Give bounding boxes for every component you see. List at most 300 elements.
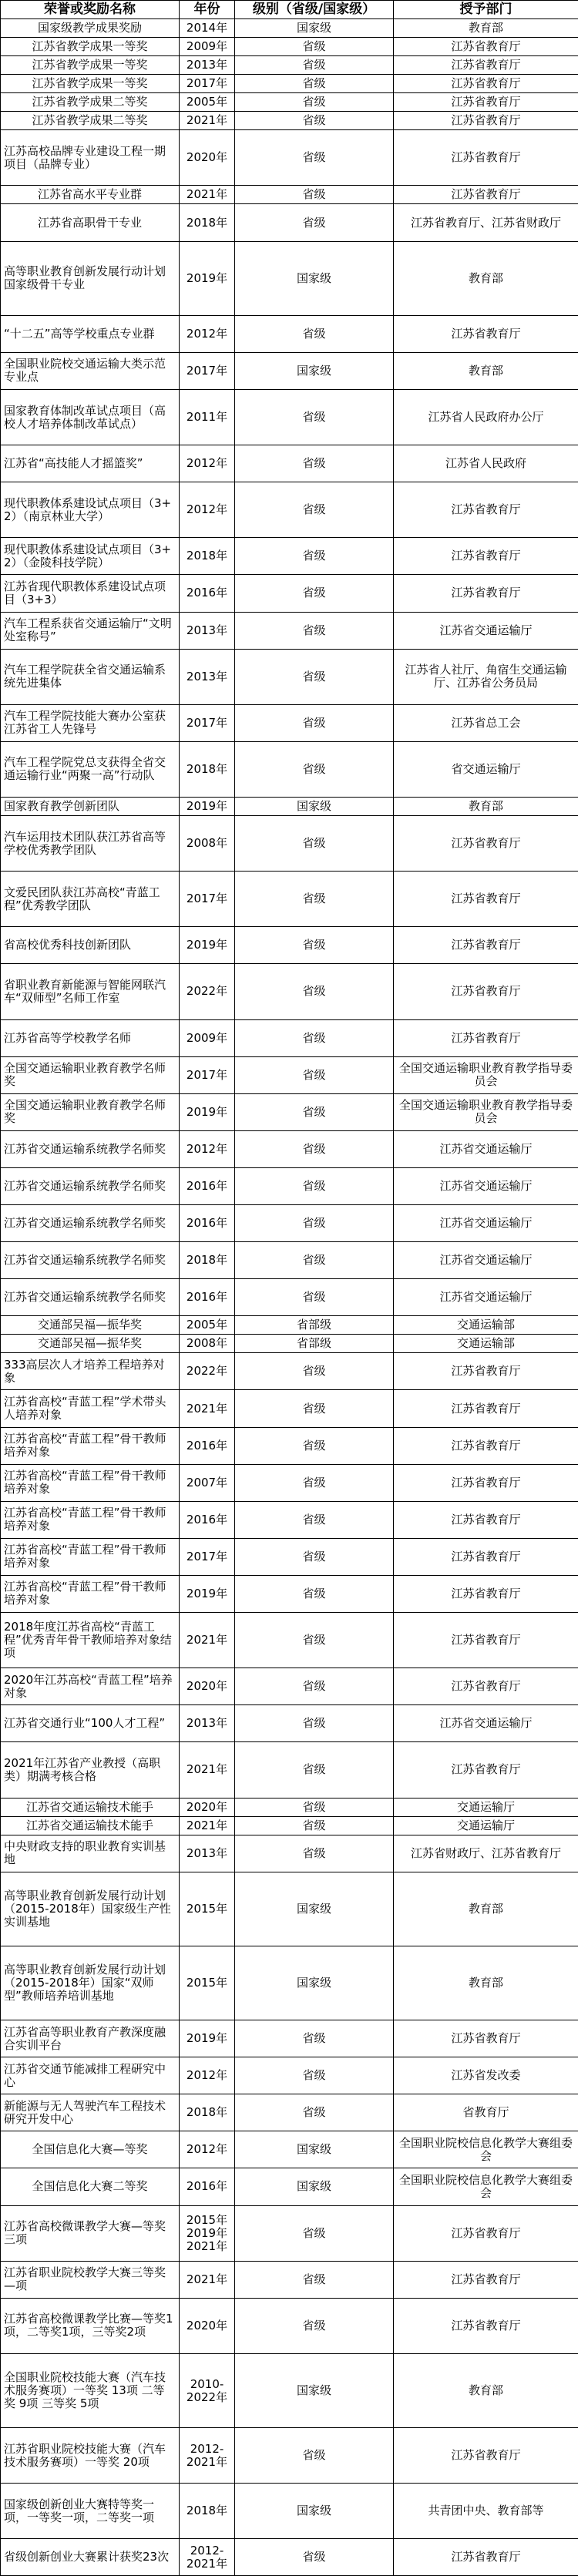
award-name-cell: 江苏省高等学校教学名师 [1,1019,180,1056]
level-cell: 省级 [235,1835,394,1872]
level-cell: 省级 [235,649,394,704]
table-row [1,315,578,352]
department-cell: 交通运输厅 [394,1798,578,1816]
award-name-cell: 江苏省交通运输系统教学名师奖 [1,1279,180,1316]
award-name-cell: 全国职业院校交通运输大类示范专业点 [1,352,180,389]
department-cell: 江苏省教育厅 [394,1613,578,1668]
year-cell: 2015年 [180,1872,235,1946]
level-cell: 省级 [235,538,394,575]
award-name-cell: 高等职业教育创新发展行动计划国家级骨干专业 [1,241,180,315]
year-cell: 2020年 [180,1668,235,1705]
level-cell: 国家级 [235,1872,394,1946]
department-cell: 教育部 [394,1946,578,2020]
department-cell: 江苏省教育厅 [394,1501,578,1538]
year-cell: 2010- 2022年 [180,2353,235,2427]
award-name-cell: 汽车工程学院党总支获得全省交通运输行业“两聚一高”行动队 [1,741,180,797]
award-name-cell: 江苏省高校“青蓝工程”骨干教师培养对象 [1,1464,180,1501]
award-name-cell: 省高校优秀科技创新团队 [1,927,180,964]
table-row [1,2261,578,2298]
award-name-cell: 江苏省交通运输系统教学名师奖 [1,1167,180,1204]
department-cell: 江苏省教育厅 [394,1668,578,1705]
department-cell: 全国交通运输职业教育教学指导委员会 [394,1056,578,1093]
award-name-cell: 汽车工程学院技能大赛办公室获江苏省工人先锋号 [1,704,180,741]
table-row [1,38,578,56]
table-row [1,19,578,38]
award-name-cell: 国家级创新创业大赛特等奖一项，一等奖一项，二等奖一项 [1,2484,180,2539]
year-cell: 2013年 [180,1705,235,1742]
table-row [1,2168,578,2205]
table-row [1,927,578,964]
table-row [1,1335,578,1353]
award-name-cell: 2018年度江苏省高校“青蓝工程”优秀青年骨干教师培养对象结项 [1,1613,180,1668]
table-body [1,19,578,2576]
year-cell: 2016年 [180,1279,235,1316]
table-row [1,1835,578,1872]
header-name: 荣誉或奖励名称 [1,1,180,19]
department-cell: 江苏省教育厅 [394,1019,578,1056]
table-row [1,1316,578,1335]
level-cell: 省级 [235,1816,394,1835]
department-cell: 教育部 [394,19,578,38]
level-cell: 省级 [235,482,394,538]
department-cell: 江苏省财政厅、江苏省教育厅 [394,1835,578,1872]
department-cell: 省教育厅 [394,2094,578,2131]
table-row [1,964,578,1019]
header-level: 级别（省级/国家级） [235,1,394,19]
department-cell: 江苏省教育厅 [394,130,578,186]
year-cell: 2018年 [180,538,235,575]
department-cell: 江苏省交通运输厅 [394,612,578,649]
level-cell: 省级 [235,2205,394,2261]
department-cell: 江苏省教育厅 [394,1390,578,1427]
department-cell: 江苏省教育厅 [394,38,578,56]
year-cell: 2015年 2019年 2021年 [180,2205,235,2261]
award-name-cell: 江苏省教学成果一等奖 [1,56,180,75]
level-cell: 省级 [235,204,394,241]
award-name-cell: 江苏省交通运输系统教学名师奖 [1,1130,180,1167]
award-name-cell: 江苏省交通运输系统教学名师奖 [1,1242,180,1279]
department-cell: 江苏省教育厅、江苏省财政厅 [394,204,578,241]
level-cell: 省级 [235,56,394,75]
level-cell: 省级 [235,612,394,649]
award-name-cell: 江苏省高校“青蓝工程”学术带头人培养对象 [1,1390,180,1427]
department-cell: 江苏省教育厅 [394,56,578,75]
department-cell: 江苏省教育厅 [394,93,578,112]
year-cell: 2018年 [180,2094,235,2131]
level-cell: 省级 [235,1242,394,1279]
department-cell: 江苏省教育厅 [394,538,578,575]
year-cell: 2017年 [180,75,235,93]
department-cell: 教育部 [394,352,578,389]
table-row [1,1668,578,1705]
level-cell: 省级 [235,1464,394,1501]
level-cell: 省级 [235,445,394,482]
year-cell: 2007年 [180,1464,235,1501]
department-cell: 江苏省总工会 [394,704,578,741]
award-name-cell: 全国信息化大赛二等奖 [1,2168,180,2205]
year-cell: 2019年 [180,241,235,315]
year-cell: 2020年 [180,2298,235,2353]
award-name-cell: 江苏省现代职教体系建设试点项目（3+3） [1,575,180,612]
table-row [1,1093,578,1130]
award-name-cell: 江苏省高校“青蓝工程”骨干教师培养对象 [1,1427,180,1464]
award-name-cell: 江苏省交通节能减排工程研究中心 [1,2057,180,2094]
header-row [1,1,578,19]
table-row [1,2484,578,2539]
award-name-cell: 2020年江苏高校“青蓝工程”培养对象 [1,1668,180,1705]
table-row [1,741,578,797]
department-cell: 江苏省教育厅 [394,2020,578,2057]
year-cell: 2013年 [180,56,235,75]
level-cell: 省部级 [235,1316,394,1335]
department-cell: 江苏省教育厅 [394,2428,578,2484]
year-cell: 2012年 [180,2057,235,2094]
award-name-cell: 江苏省交通运输系统教学名师奖 [1,1205,180,1242]
department-cell: 江苏省教育厅 [394,2261,578,2298]
table-row [1,575,578,612]
table-row [1,445,578,482]
department-cell: 教育部 [394,797,578,815]
award-name-cell: 国家级教学成果奖励 [1,19,180,38]
level-cell: 省级 [235,1390,394,1427]
department-cell: 江苏省教育厅 [394,1464,578,1501]
year-cell: 2021年 [180,1390,235,1427]
year-cell: 2005年 [180,1316,235,1335]
department-cell: 江苏省教育厅 [394,1742,578,1798]
award-name-cell: 汽车运用技术团队获江苏省高等学校优秀教学团队 [1,816,180,872]
year-cell: 2005年 [180,93,235,112]
department-cell: 全国交通运输职业教育教学指导委员会 [394,1093,578,1130]
table-row [1,1427,578,1464]
award-name-cell: 江苏省职业院校技能大赛（汽车技术服务赛项）一等奖 20项 [1,2428,180,2484]
level-cell: 省级 [235,1575,394,1612]
year-cell: 2012年 [180,482,235,538]
table-row [1,93,578,112]
level-cell: 省级 [235,2094,394,2131]
table-row [1,1130,578,1167]
table-row [1,75,578,93]
year-cell: 2021年 [180,186,235,204]
award-name-cell: 高等职业教育创新发展行动计划（2015-2018年）国家“双师型”教师培养培训基地 [1,1946,180,2020]
award-name-cell: 新能源与无人驾驶汽车工程技术研究开发中心 [1,2094,180,2131]
table-row [1,1019,578,1056]
year-cell: 2019年 [180,2020,235,2057]
department-cell: 教育部 [394,241,578,315]
award-name-cell: 交通部吴福—振华奖 [1,1316,180,1335]
year-cell: 2017年 [180,1056,235,1093]
level-cell: 省级 [235,2428,394,2484]
level-cell: 省级 [235,1742,394,1798]
year-cell: 2018年 [180,204,235,241]
level-cell: 省级 [235,1167,394,1204]
year-cell: 2012年 [180,315,235,352]
award-name-cell: 现代职教体系建设试点项目（3+2）（金陵科技学院） [1,538,180,575]
award-name-cell: 江苏省教学成果一等奖 [1,75,180,93]
table-row [1,1816,578,1835]
level-cell: 省级 [235,1798,394,1816]
level-cell: 省级 [235,389,394,445]
award-name-cell: 交通部吴福—振华奖 [1,1335,180,1353]
level-cell: 省级 [235,1427,394,1464]
department-cell: 江苏省教育厅 [394,1575,578,1612]
year-cell: 2017年 [180,872,235,927]
table-row [1,704,578,741]
department-cell: 江苏省教育厅 [394,927,578,964]
award-name-cell: 333高层次人才培养工程培养对象 [1,1353,180,1390]
level-cell: 省级 [235,704,394,741]
table-row [1,482,578,538]
award-name-cell: 江苏省高校“青蓝工程”骨干教师培养对象 [1,1538,180,1575]
department-cell: 江苏省教育厅 [394,1538,578,1575]
table-row [1,389,578,445]
level-cell: 省级 [235,112,394,130]
table-row [1,1946,578,2020]
year-cell: 2016年 [180,2168,235,2205]
level-cell: 省级 [235,1668,394,1705]
department-cell: 江苏省人民政府办公厅 [394,389,578,445]
table-row [1,649,578,704]
level-cell: 省级 [235,2539,394,2576]
level-cell: 国家级 [235,2484,394,2539]
level-cell: 省级 [235,575,394,612]
award-name-cell: 江苏省“高技能人才摇篮奖” [1,445,180,482]
table-row [1,1798,578,1816]
level-cell: 省级 [235,186,394,204]
level-cell: 国家级 [235,19,394,38]
table-row [1,538,578,575]
year-cell: 2021年 [180,1613,235,1668]
table-row [1,2057,578,2094]
table-row [1,112,578,130]
table-row [1,2205,578,2261]
level-cell: 国家级 [235,2131,394,2168]
department-cell: 江苏省教育厅 [394,816,578,872]
year-cell: 2018年 [180,1242,235,1279]
department-cell: 教育部 [394,2353,578,2427]
award-name-cell: 江苏省职业院校教学大赛三等奖—项 [1,2261,180,2298]
level-cell: 省部级 [235,1335,394,1353]
year-cell: 2016年 [180,1205,235,1242]
department-cell: 江苏省教育厅 [394,575,578,612]
year-cell: 2012- 2021年 [180,2539,235,2576]
level-cell: 省级 [235,130,394,186]
award-name-cell: 江苏省教学成果一等奖 [1,38,180,56]
year-cell: 2022年 [180,964,235,1019]
award-name-cell: 江苏省交通运输技术能手 [1,1816,180,1835]
table-row [1,816,578,872]
level-cell: 省级 [235,2020,394,2057]
table-row [1,1575,578,1612]
department-cell: 江苏省教育厅 [394,186,578,204]
year-cell: 2017年 [180,352,235,389]
table-row [1,1705,578,1742]
department-cell: 江苏省交通运输厅 [394,1205,578,1242]
award-name-cell: 江苏高校品牌专业建设工程一期项目（品牌专业） [1,130,180,186]
table-row [1,1538,578,1575]
level-cell: 省级 [235,75,394,93]
department-cell: 共青团中央、教育部等 [394,2484,578,2539]
award-name-cell: 现代职教体系建设试点项目（3+2）（南京林业大学） [1,482,180,538]
table-row [1,1464,578,1501]
year-cell: 2011年 [180,389,235,445]
table-row [1,1056,578,1093]
year-cell: 2008年 [180,1335,235,1353]
table-row [1,1205,578,1242]
level-cell: 省级 [235,1056,394,1093]
department-cell: 江苏省教育厅 [394,1427,578,1464]
year-cell: 2013年 [180,612,235,649]
table-row [1,130,578,186]
year-cell: 2016年 [180,1501,235,1538]
table-row [1,56,578,75]
level-cell: 国家级 [235,797,394,815]
year-cell: 2014年 [180,19,235,38]
level-cell: 省级 [235,1205,394,1242]
level-cell: 省级 [235,93,394,112]
year-cell: 2015年 [180,1946,235,2020]
level-cell: 省级 [235,872,394,927]
table-row [1,872,578,927]
year-cell: 2012年 [180,1130,235,1167]
award-name-cell: 高等职业教育创新发展行动计划（2015-2018年）国家级生产性实训基地 [1,1872,180,1946]
level-cell: 国家级 [235,2353,394,2427]
level-cell: 省级 [235,1130,394,1167]
award-name-cell: 江苏省高校“青蓝工程”骨干教师培养对象 [1,1501,180,1538]
year-cell: 2012年 [180,2131,235,2168]
department-cell: 教育部 [394,1872,578,1946]
table-row [1,2020,578,2057]
table-row [1,241,578,315]
level-cell: 省级 [235,315,394,352]
year-cell: 2013年 [180,1835,235,1872]
award-name-cell: “十二五”高等学校重点专业群 [1,315,180,352]
department-cell: 江苏省教育厅 [394,964,578,1019]
table-row [1,1353,578,1390]
year-cell: 2017年 [180,704,235,741]
award-name-cell: 江苏省高职骨干专业 [1,204,180,241]
award-name-cell: 汽车工程系获省交通运输厅“文明处室称号” [1,612,180,649]
year-cell: 2013年 [180,649,235,704]
level-cell: 省级 [235,927,394,964]
level-cell: 省级 [235,2298,394,2353]
table-row [1,1872,578,1946]
department-cell: 江苏省教育厅 [394,1353,578,1390]
table-row [1,186,578,204]
department-cell: 江苏省交通运输厅 [394,1167,578,1204]
year-cell: 2009年 [180,38,235,56]
award-name-cell: 江苏省教学成果二等奖 [1,112,180,130]
award-name-cell: 江苏省交通运输技术能手 [1,1798,180,1816]
award-name-cell: 江苏省高校微课教学比赛—等奖1项，二等奖1项，三等奖2项 [1,2298,180,2353]
level-cell: 省级 [235,964,394,1019]
award-name-cell: 江苏省交通行业“100人才工程” [1,1705,180,1742]
year-cell: 2017年 [180,1538,235,1575]
year-cell: 2016年 [180,1427,235,1464]
table-row [1,2094,578,2131]
department-cell: 江苏省交通运输厅 [394,1705,578,1742]
level-cell: 省级 [235,1093,394,1130]
department-cell: 江苏省人民政府 [394,445,578,482]
award-name-cell: 江苏省高校“青蓝工程”骨干教师培养对象 [1,1575,180,1612]
table-row [1,1742,578,1798]
level-cell: 省级 [235,2057,394,2094]
award-name-cell: 全国职业院校技能大赛（汽车技术服务赛项）一等奖 13项 二等奖 9项 三等奖 5项 [1,2353,180,2427]
award-name-cell: 2021年江苏省产业教授（高职类）期满考核合格 [1,1742,180,1798]
table-row [1,2298,578,2353]
level-cell: 省级 [235,1538,394,1575]
department-cell: 江苏省教育厅 [394,872,578,927]
department-cell: 全国职业院校信息化教学大赛组委会 [394,2131,578,2168]
year-cell: 2019年 [180,1093,235,1130]
award-name-cell: 江苏省教学成果二等奖 [1,93,180,112]
table-row [1,612,578,649]
header-year: 年份 [180,1,235,19]
award-name-cell: 国家教育教学创新团队 [1,797,180,815]
department-cell: 全国职业院校信息化教学大赛组委会 [394,2168,578,2205]
department-cell: 交通运输部 [394,1335,578,1353]
department-cell: 江苏省交通运输厅 [394,1242,578,1279]
award-name-cell: 江苏省高等职业教育产教深度融合实训平台 [1,2020,180,2057]
award-name-cell: 江苏省高校微课教学大赛—等奖三项 [1,2205,180,2261]
year-cell: 2020年 [180,130,235,186]
year-cell: 2022年 [180,1353,235,1390]
header-dept: 授予部门 [394,1,578,19]
year-cell: 2018年 [180,2484,235,2539]
department-cell: 江苏省教育厅 [394,75,578,93]
level-cell: 省级 [235,741,394,797]
table-row [1,1390,578,1427]
year-cell: 2016年 [180,1167,235,1204]
department-cell: 江苏省教育厅 [394,482,578,538]
department-cell: 江苏省人社厅、角宿生交通运输厅、江苏省公务员局 [394,649,578,704]
level-cell: 省级 [235,1705,394,1742]
year-cell: 2020年 [180,1798,235,1816]
level-cell: 国家级 [235,2168,394,2205]
award-name-cell: 国家教育体制改革试点项目（高校人才培养体制改革试点） [1,389,180,445]
department-cell: 江苏省教育厅 [394,2205,578,2261]
table-row [1,1242,578,1279]
department-cell: 江苏省教育厅 [394,2298,578,2353]
department-cell: 江苏省发改委 [394,2057,578,2094]
award-name-cell: 中央财政支持的职业教育实训基地 [1,1835,180,1872]
award-name-cell: 全国信息化大赛—等奖 [1,2131,180,2168]
level-cell: 国家级 [235,241,394,315]
department-cell: 江苏省教育厅 [394,2539,578,2576]
year-cell: 2009年 [180,1019,235,1056]
award-name-cell: 文爱民团队获江苏高校“青蓝工程”优秀教学团队 [1,872,180,927]
award-name-cell: 汽车工程学院获全省交通运输系统先进集体 [1,649,180,704]
table-row [1,1613,578,1668]
table-row [1,2131,578,2168]
year-cell: 2019年 [180,927,235,964]
level-cell: 省级 [235,1353,394,1390]
level-cell: 国家级 [235,1946,394,2020]
level-cell: 省级 [235,816,394,872]
department-cell: 江苏省交通运输厅 [394,1279,578,1316]
year-cell: 2021年 [180,112,235,130]
year-cell: 2021年 [180,1816,235,1835]
table-row [1,204,578,241]
award-name-cell: 省级创新创业大赛累计获奖23次 [1,2539,180,2576]
award-name-cell: 江苏省高水平专业群 [1,186,180,204]
year-cell: 2021年 [180,2261,235,2298]
year-cell: 2008年 [180,816,235,872]
table-row [1,352,578,389]
level-cell: 国家级 [235,352,394,389]
table-row [1,1167,578,1204]
department-cell: 江苏省交通运输厅 [394,1130,578,1167]
year-cell: 2012- 2021年 [180,2428,235,2484]
